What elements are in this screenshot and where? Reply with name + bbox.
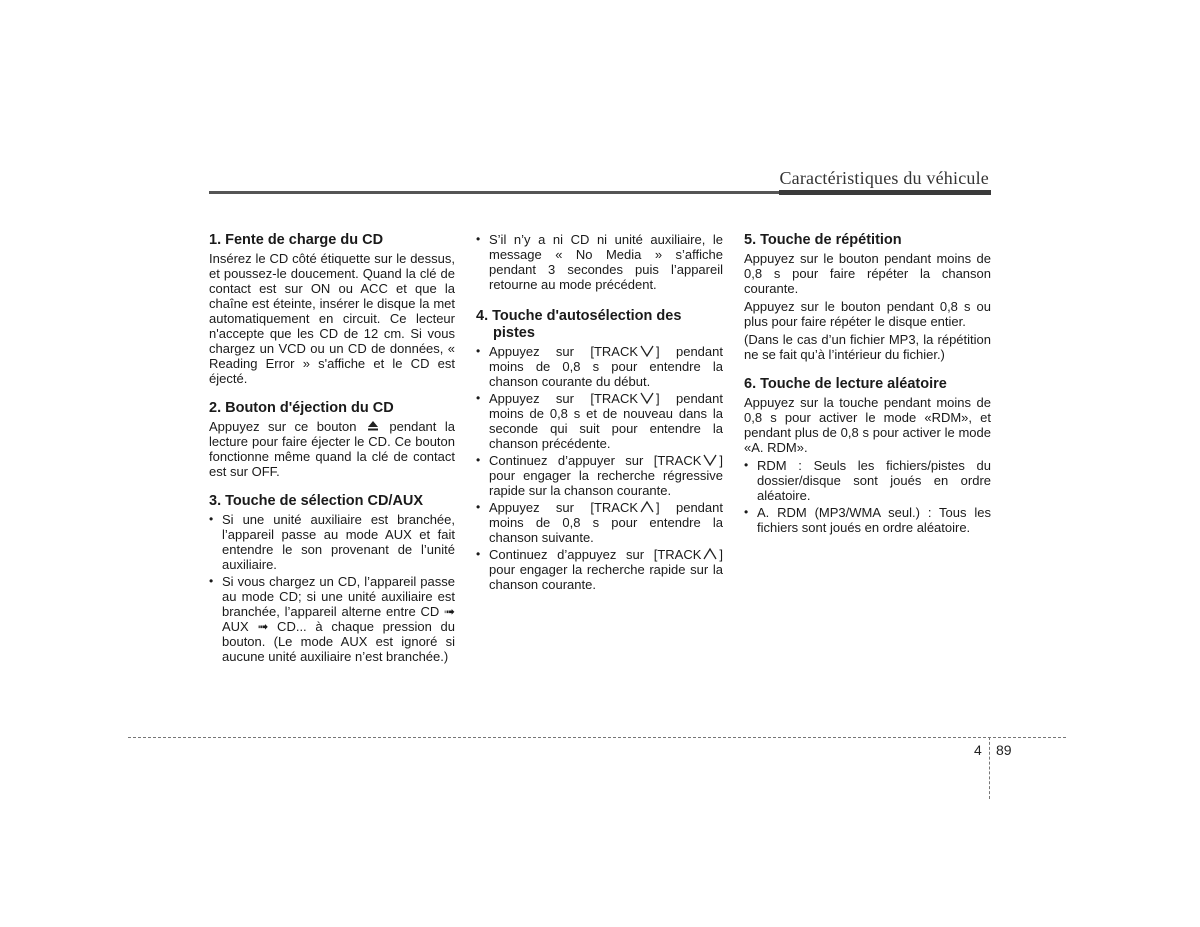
track-close-bracket: ]	[656, 344, 660, 359]
list-item	[476, 547, 723, 592]
track-close-bracket: ]	[656, 391, 660, 406]
bullet-suffix: pendant moins de 0,8 s et de nouveau dans la seconde qui suit pour entendre la chanson précédente.	[489, 391, 723, 451]
track-close-bracket: ]	[719, 547, 723, 562]
column-1	[209, 232, 455, 678]
page-chapter: 4	[974, 742, 982, 758]
section-cd-slot	[209, 232, 455, 386]
track-close-bracket: ]	[656, 500, 660, 515]
eject-text-before: Appuyez sur ce bouton	[209, 419, 357, 434]
bullet-list	[744, 458, 991, 535]
bullet-suffix: pendant moins de 0,8 s pour entendre la chanson courante du début.	[489, 344, 723, 389]
list-item	[476, 344, 723, 389]
section-heading: 5. Touche de répétition	[744, 232, 902, 248]
section-cd-aux	[209, 493, 455, 664]
bullet-prefix: Appuyez sur	[489, 344, 574, 359]
chevron-down-icon	[638, 344, 656, 358]
list-item: • A. RDM (MP3/WMA seul.) : Tous les fichiers sont joués en ordre aléatoire.	[744, 505, 991, 535]
bullet-list	[476, 232, 723, 292]
list-item: • RDM : Seuls les fichiers/pistes du dossier/disque sont joués en ordre aléatoire.	[744, 458, 991, 503]
track-label: [TRACK	[653, 547, 702, 562]
header-rule-accent	[779, 190, 991, 195]
bullet-list	[476, 344, 723, 592]
bullet-prefix: Continuez d’appuyer sur	[489, 453, 644, 468]
section-text	[209, 419, 455, 479]
section-heading: 6. Touche de lecture aléatoire	[744, 376, 947, 392]
chevron-down-icon	[701, 453, 719, 467]
eject-text-after: pendant la lecture pour faire éjecter le CD. Ce bouton fonctionne même quand la clé de contact est sur OFF.	[209, 419, 455, 479]
list-item: • S’il n’y a ni CD ni unité auxiliaire, le message « No Media » s’affiche pendant 3 secondes puis l’appareil retourne au mode précédent.	[476, 232, 723, 292]
bullet-prefix: Appuyez sur	[489, 500, 574, 515]
bullet-prefix: Continuez d’appuyez sur	[489, 547, 645, 562]
section-text: Appuyez sur la touche pendant moins de 0,8 s pour activer le mode «RDM», et pendant plus de 0,8 s pour activer le mode «A. RDM».	[744, 395, 991, 455]
list-item: • Si une unité auxiliaire est branchée, l’appareil passe au mode AUX et fait entendre le son provenant de l’unité auxiliaire.	[209, 512, 455, 572]
bullet-suffix: pour engager la recherche rapide sur la chanson courante.	[489, 562, 723, 592]
footer-divider	[989, 737, 990, 799]
section-heading: 4. Touche d'autosélection des pistes	[476, 308, 682, 341]
column-2	[476, 232, 723, 606]
track-label: [TRACK	[590, 500, 639, 515]
bullet-prefix: Appuyez sur	[489, 391, 574, 406]
footer-rule	[128, 737, 1066, 738]
track-label: [TRACK	[653, 453, 702, 468]
section-no-media	[476, 232, 723, 292]
bullet-list	[209, 512, 455, 664]
section-random	[744, 376, 991, 535]
eject-icon	[367, 420, 379, 432]
section-text: Appuyez sur le bouton pendant 0,8 s ou plus pour faire répéter le disque entier.	[744, 299, 991, 329]
list-item	[476, 453, 723, 498]
section-heading: 1. Fente de charge du CD	[209, 232, 384, 248]
track-close-bracket: ]	[719, 453, 723, 468]
list-item	[476, 391, 723, 451]
section-heading: 3. Touche de sélection CD/AUX	[209, 493, 424, 509]
section-repeat	[744, 232, 991, 362]
column-3	[744, 232, 991, 549]
list-item: • Si vous chargez un CD, l’appareil passe au mode CD; si une unité auxiliaire est branchée, l’appareil alterne entre CD ➟ AUX ➟ CD... à chaque pression du bouton. (Le mode AUX est ignoré si aucune unité auxiliaire n’est branchée.)	[209, 574, 455, 664]
page-number: 89	[996, 742, 1012, 758]
section-eject-button	[209, 400, 455, 479]
page-header-title: Caractéristiques du véhicule	[779, 168, 989, 188]
track-label: [TRACK	[590, 344, 639, 359]
chevron-up-icon	[638, 500, 656, 514]
section-track-select	[476, 308, 723, 592]
section-text: (Dans le cas d’un fichier MP3, la répétition ne se fait qu’à l’intérieur du fichier.)	[744, 332, 991, 362]
section-text: Insérez le CD côté étiquette sur le dessus, et poussez-le doucement. Quand la clé de contact est sur ON ou ACC et que la chaîne est éteinte, insérer le disque la met automatiquement en circuit. Ce lecteur n'accepte que les CD de 12 cm. Si vous chargez un VCD ou un CD de données, « Reading Error » s'affiche et le CD est éjecté.	[209, 251, 455, 386]
chevron-down-icon	[638, 391, 656, 405]
section-heading: 2. Bouton d'éjection du CD	[209, 400, 394, 416]
track-label: [TRACK	[590, 391, 639, 406]
chevron-up-icon	[701, 547, 719, 561]
bullet-suffix: pendant moins de 0,8 s pour entendre la chanson suivante.	[489, 500, 723, 545]
section-text: Appuyez sur le bouton pendant moins de 0,8 s pour faire répéter la chanson courante.	[744, 251, 991, 296]
bullet-suffix: pour engager la recherche régressive rapide sur la chanson courante.	[489, 468, 723, 498]
list-item	[476, 500, 723, 545]
